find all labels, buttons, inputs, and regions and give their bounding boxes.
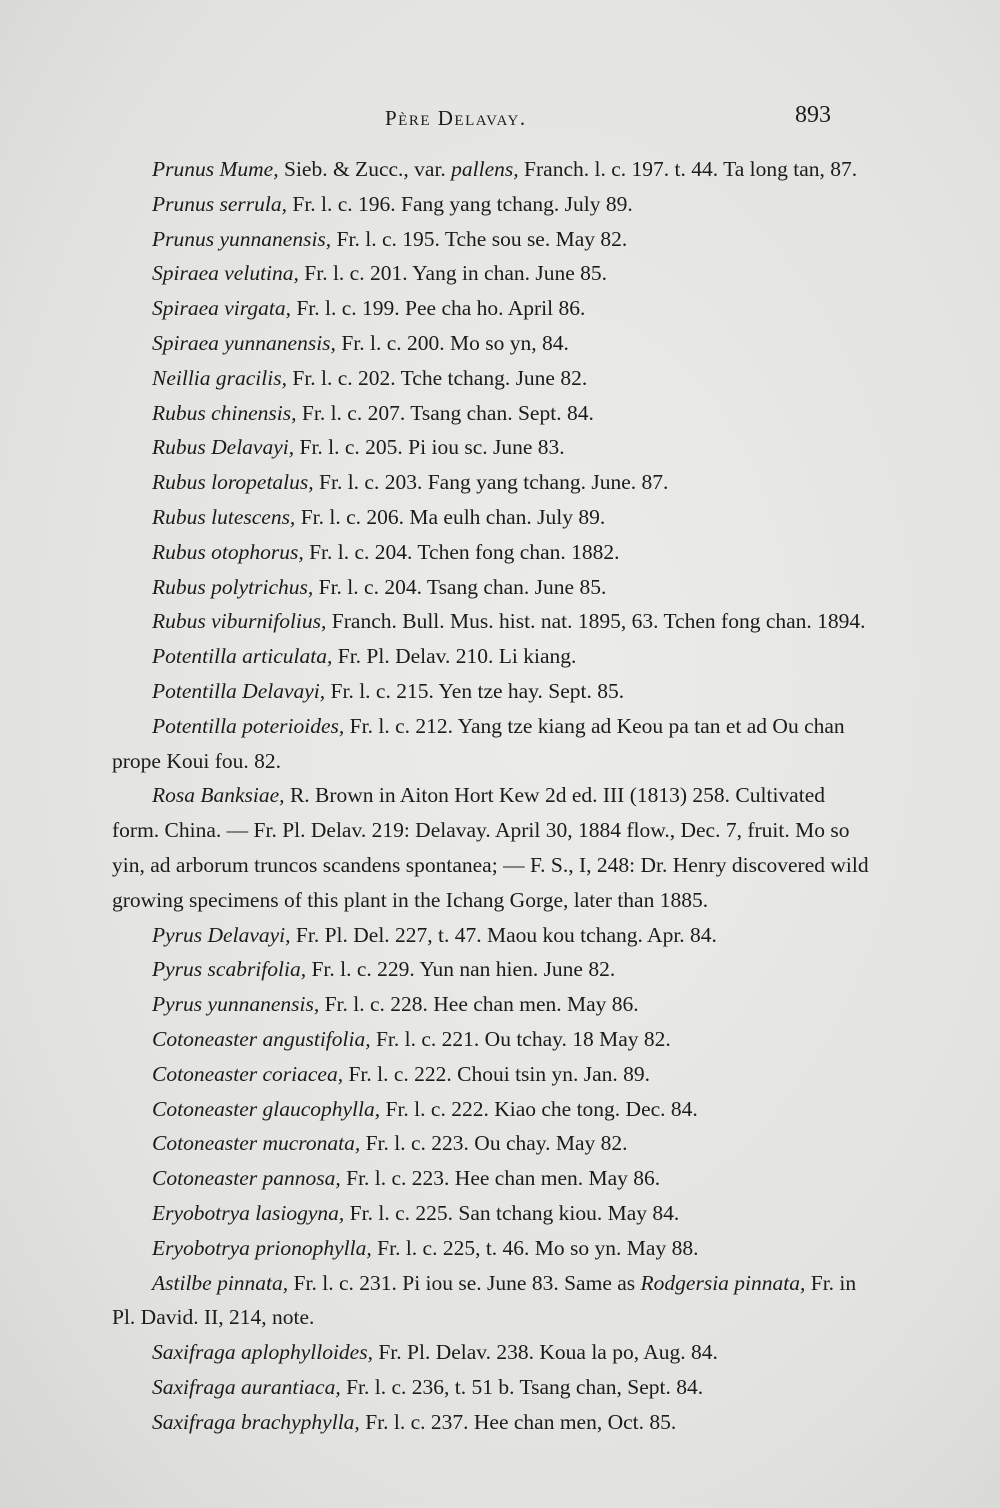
species-name: Eryobotrya prionophylla,	[152, 1235, 372, 1260]
species-name: Prunus serrula,	[152, 191, 287, 216]
entry-text: Fr. l. c. 215. Yen tze hay. Sept. 85.	[325, 678, 625, 703]
species-name: Cotoneaster glaucophylla,	[152, 1096, 381, 1121]
species-entry	[112, 1370, 872, 1405]
species-entry	[112, 1231, 872, 1266]
species-entry	[112, 604, 872, 639]
species-entry	[112, 674, 872, 709]
species-entry	[112, 535, 872, 570]
entry-text: R. Brown in Aiton Hort Kew 2d ed. III (1813) 258. Cultivated form. China. — Fr. Pl. Delav. 219: Delavay. April 30, 1884 flow., Dec. 7, fruit. Mo so yin, ad arborum truncos scandens spontanea; — F. S., I, 248: Dr. Henry discovered wild growing specimens of this plant in the Ichang Gorge, later than 1885.	[112, 783, 869, 912]
entry-text: Franch. l. c. 197. t. 44. Ta long tan, 87.	[518, 157, 858, 181]
species-name: Pyrus Delavayi,	[152, 922, 291, 947]
entry-text: Fr. l. c. 206. Ma eulh chan. July 89.	[295, 504, 606, 529]
species-name: Saxifraga aurantiaca,	[152, 1374, 341, 1399]
species-name: Rubus chinensis,	[152, 400, 297, 425]
entry-text: Fr. l. c. 223. Ou chay. May 82.	[360, 1131, 628, 1156]
species-name: Neillia gracilis,	[152, 365, 287, 390]
species-entry	[112, 361, 872, 396]
entry-text: Fr. in Pl. David. II, 214, note.	[112, 1270, 857, 1330]
entry-text: Fr. l. c. 204. Tchen fong chan. 1882.	[303, 539, 620, 564]
entry-text: Fr. l. c. 205. Pi iou sc. June 83.	[294, 435, 565, 460]
species-list	[112, 152, 872, 1439]
page-number: 893	[795, 102, 831, 128]
species-name: Rubus viburnifolius,	[152, 609, 327, 634]
entry-text: Fr. Pl. Delav. 210. Li kiang.	[332, 644, 577, 669]
page-header	[0, 98, 1000, 138]
species-name: Spiraea velutina,	[152, 261, 299, 286]
synonym-name: Rodgersia pinnata,	[640, 1270, 806, 1295]
species-entry	[112, 1057, 872, 1092]
species-name: Prunus yunnanensis,	[152, 226, 332, 251]
species-entry	[112, 918, 872, 953]
species-entry	[112, 500, 872, 535]
species-name: Astilbe pinnata,	[152, 1270, 289, 1295]
species-entry	[112, 222, 872, 257]
species-name: Saxifraga aplophylloides,	[152, 1340, 373, 1365]
entry-text: Fr. l. c. 223. Hee chan men. May 86.	[340, 1166, 661, 1191]
species-entry	[112, 187, 872, 222]
entry-text: Fr. l. c. 202. Tche tchang. June 82.	[286, 365, 588, 390]
species-entry	[112, 1335, 872, 1370]
species-name: Rubus Delavayi,	[152, 435, 295, 460]
entry-text: Fr. l. c. 236, t. 51 b. Tsang chan, Sept. 84.	[340, 1374, 704, 1399]
entry-text: Fr. l. c. 207. Tsang chan. Sept. 84.	[296, 400, 594, 425]
species-entry	[112, 952, 872, 987]
entry-text: Fr. Pl. Delav. 238. Koua la po, Aug. 84.	[372, 1340, 718, 1365]
entry-text: Fr. Pl. Del. 227, t. 47. Maou kou tchang. Apr. 84.	[290, 922, 717, 947]
species-name: Potentilla articulata,	[152, 644, 333, 669]
species-entry	[112, 1196, 872, 1231]
entry-text: Fr. l. c. 222. Kiao che tong. Dec. 84.	[380, 1096, 698, 1121]
entry-text: Fr. l. c. 225, t. 46. Mo so yn. May 88.	[371, 1235, 699, 1260]
species-name: Rubus polytrichus,	[152, 574, 314, 599]
entry-text: Fr. l. c. 204. Tsang chan. June 85.	[313, 574, 607, 599]
variety-name: pallens,	[451, 157, 519, 181]
species-entry	[112, 639, 872, 674]
species-name: Pyrus scabrifolia,	[152, 957, 307, 982]
species-name: Rubus otophorus,	[152, 539, 304, 564]
species-name: Spiraea virgata,	[152, 296, 291, 321]
species-entry	[112, 1405, 872, 1440]
species-name: Potentilla Delavayi,	[152, 678, 326, 703]
species-name: Prunus Mume,	[152, 157, 279, 181]
entry-text: Fr. l. c. 195. Tche sou se. May 82.	[331, 226, 628, 251]
entry-text: Fr. l. c. 212. Yang tze kiang ad Keou pa tan et ad Ou chan prope Koui fou. 82.	[112, 713, 845, 773]
species-entry	[112, 1126, 872, 1161]
species-entry	[112, 396, 872, 431]
entry-text: Fr. l. c. 203. Fang yang tchang. June. 87.	[313, 470, 669, 495]
entry-text: Fr. l. c. 225. San tchang kiou. May 84.	[344, 1200, 680, 1225]
species-name: Spiraea yunnanensis,	[152, 330, 336, 355]
entry-text: Fr. l. c. 228. Hee chan men. May 86.	[319, 992, 639, 1017]
species-entry	[112, 987, 872, 1022]
species-entry	[112, 430, 872, 465]
species-entry	[112, 256, 872, 291]
species-entry	[112, 1161, 872, 1196]
species-entry	[112, 570, 872, 605]
entry-text: Fr. l. c. 231. Pi iou se. June 83. Same as	[288, 1270, 641, 1295]
species-name: Rosa Banksiae,	[152, 783, 285, 808]
species-name: Cotoneaster coriacea,	[152, 1061, 344, 1086]
entry-text: Fr. l. c. 229. Yun nan hien. June 82.	[306, 957, 616, 982]
species-entry	[112, 326, 872, 361]
species-name: Potentilla poterioides,	[152, 713, 345, 738]
species-entry	[112, 1092, 872, 1127]
entry-text: Fr. l. c. 222. Choui tsin yn. Jan. 89.	[343, 1061, 651, 1086]
entry-text: Fr. l. c. 237. Hee chan men, Oct. 85.	[359, 1409, 677, 1434]
species-entry	[112, 152, 872, 187]
species-entry	[112, 291, 872, 326]
species-name: Cotoneaster pannosa,	[152, 1166, 341, 1191]
species-entry	[112, 1266, 872, 1336]
running-title: Père Delavay.	[385, 106, 527, 130]
species-name: Rubus lutescens,	[152, 504, 296, 529]
species-entry	[112, 778, 872, 917]
species-name: Eryobotrya lasiogyna,	[152, 1200, 345, 1225]
entry-text: Franch. Bull. Mus. hist. nat. 1895, 63. Tchen fong chan. 1894.	[326, 609, 866, 634]
species-name: Cotoneaster angustifolia,	[152, 1026, 371, 1051]
entry-text: Fr. l. c. 196. Fang yang tchang. July 89.	[286, 191, 633, 216]
entry-text: Fr. l. c. 199. Pee cha ho. April 86.	[290, 296, 586, 321]
species-entry	[112, 465, 872, 500]
species-name: Rubus loropetalus,	[152, 470, 314, 495]
species-name: Pyrus yunnanensis,	[152, 992, 320, 1017]
species-entry	[112, 1022, 872, 1057]
entry-text: Fr. l. c. 201. Yang in chan. June 85.	[298, 261, 608, 286]
species-name: Cotoneaster mucronata,	[152, 1131, 361, 1156]
species-entry	[112, 709, 872, 779]
entry-text: Fr. l. c. 221. Ou tchay. 18 May 82.	[370, 1026, 671, 1051]
entry-text: Sieb. & Zucc., var.	[278, 157, 452, 181]
species-name: Saxifraga brachyphylla,	[152, 1409, 360, 1434]
entry-text: Fr. l. c. 200. Mo so yn, 84.	[335, 330, 569, 355]
